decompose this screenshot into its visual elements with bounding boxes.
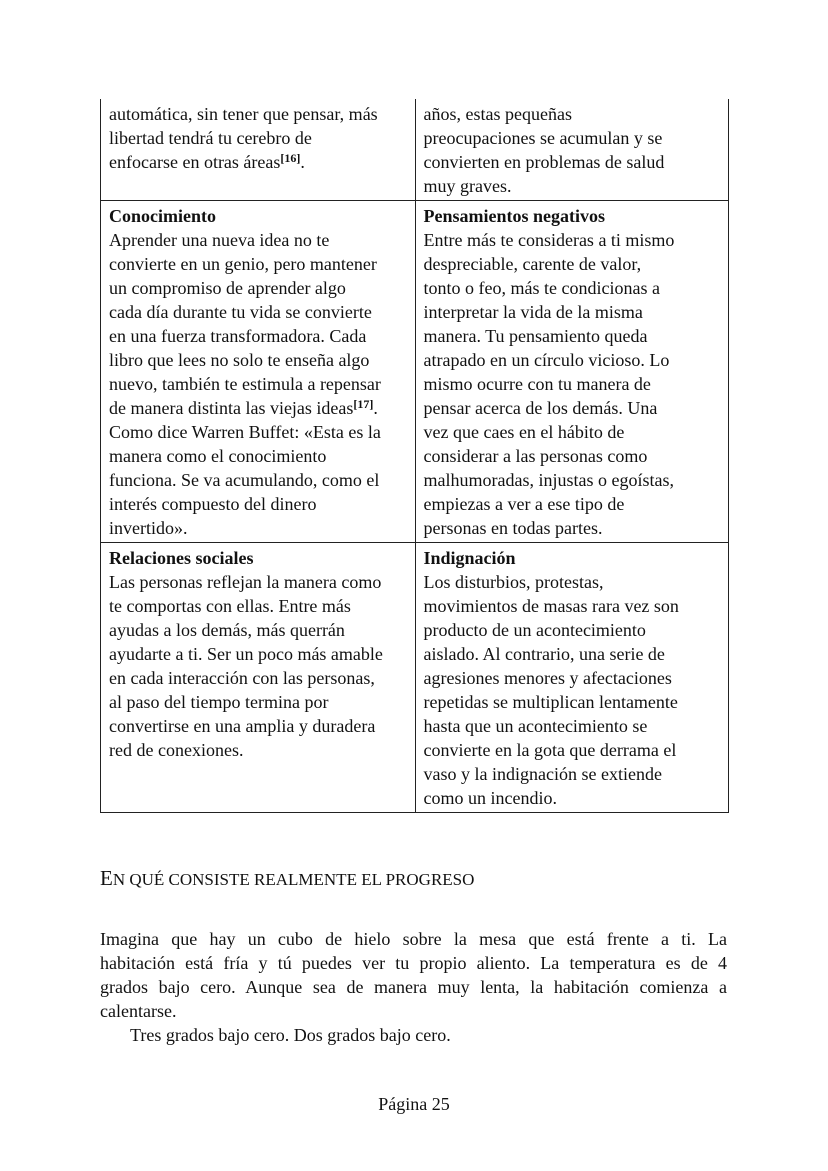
cell-line (109, 492, 409, 516)
cell-line (109, 642, 409, 666)
cell-line (424, 102, 723, 126)
page-number: Página 25 (378, 1094, 450, 1114)
cell-line (424, 570, 723, 594)
table-cell (101, 543, 415, 812)
line-text: convertirse en una amplia y duradera (109, 716, 376, 736)
cell-line (109, 690, 409, 714)
heading-rest: N QUÉ CONSISTE REALMENTE EL PROGRESO (112, 870, 475, 889)
line-text: ayudas a los demás, más querrán (109, 620, 345, 640)
cell-line (424, 228, 723, 252)
cell-line (109, 150, 409, 174)
cell-line (109, 252, 409, 276)
line-text: de manera distinta las viejas ideas (109, 398, 354, 418)
cell-line (424, 762, 723, 786)
line-text: manera como el conocimiento (109, 446, 327, 466)
line-text: malhumoradas, injustas o egoístas, (423, 470, 674, 490)
line-text: personas en todas partes. (423, 518, 603, 538)
line-text: repetidas se multiplican lentamente (423, 692, 678, 712)
cell-line (109, 666, 409, 690)
line-text: Las personas reflejan la manera como (109, 572, 382, 592)
cell-line (424, 252, 723, 276)
cell-title: Pensamientos negativos (423, 206, 605, 226)
line-text: vez que caes en el hábito de (423, 422, 625, 442)
cell-line (424, 468, 723, 492)
cell-line (424, 324, 723, 348)
cell-title: Relaciones sociales (109, 548, 254, 568)
table-cell (415, 543, 729, 812)
line-text: hasta que un acontecimiento se (423, 716, 648, 736)
cell-line (109, 570, 409, 594)
cell-line (109, 372, 409, 396)
line-text: en una fuerza transformadora. Cada (109, 326, 367, 346)
cell-line (109, 444, 409, 468)
cell-line (109, 300, 409, 324)
line-text: automática, sin tener que pensar, más (109, 104, 378, 124)
line-text: convierte en la gota que derrama el (423, 740, 677, 760)
cell-line (424, 150, 723, 174)
cell-line (424, 666, 723, 690)
paragraph-line: calentarse. (100, 1001, 177, 1021)
cell-line (424, 738, 723, 762)
cell-line (424, 786, 723, 810)
cell-line (424, 372, 723, 396)
line-text: como un incendio. (423, 788, 557, 808)
cell-line (109, 102, 409, 126)
cell-line (424, 690, 723, 714)
cell-line (109, 228, 409, 252)
line-text: considerar a las personas como (423, 446, 648, 466)
line-text: preocupaciones se acumulan y se (423, 128, 663, 148)
table-cell (415, 99, 729, 200)
line-text: convierte en un genio, pero mantener (109, 254, 377, 274)
line-text: Aprender una nueva idea no te (109, 230, 330, 250)
line-text: ayudarte a ti. Ser un poco más amable (109, 644, 383, 664)
cell-line (109, 468, 409, 492)
cell-title: Indignación (423, 548, 516, 568)
table-cell (101, 201, 415, 542)
line-text: mismo ocurre con tu manera de (423, 374, 651, 394)
section-heading (100, 866, 474, 891)
line-text: Los disturbios, protestas, (423, 572, 604, 592)
cell-line (109, 276, 409, 300)
line-text: muy graves. (423, 176, 512, 196)
line-text: convierten en problemas de salud (423, 152, 665, 172)
cell-line (424, 420, 723, 444)
line-text: al paso del tiempo termina por (109, 692, 329, 712)
line-text: pensar acerca de los demás. Una (423, 398, 658, 418)
line-punct: . (300, 152, 305, 172)
footnote-ref[interactable]: [16] (280, 151, 301, 165)
footnote-ref[interactable]: [17] (353, 397, 374, 411)
table-cell (101, 99, 415, 200)
line-text: manera. Tu pensamiento queda (423, 326, 648, 346)
cell-line (424, 516, 723, 540)
line-text: funciona. Se va acumulando, como el (109, 470, 380, 490)
table-row (101, 542, 728, 812)
line-text: Como dice Warren Buffet: «Esta es la (109, 422, 381, 442)
cell-line (424, 348, 723, 372)
table-row (101, 99, 728, 200)
cell-line (109, 396, 409, 420)
cell-line (109, 126, 409, 150)
cell-line (109, 738, 409, 762)
line-text: enfocarse en otras áreas (109, 152, 281, 172)
cell-line (424, 444, 723, 468)
line-text: un compromiso de aprender algo (109, 278, 346, 298)
cell-title: Conocimiento (109, 206, 216, 226)
body-paragraph-2: Tres grados bajo cero. Dos grados bajo cero. (130, 1025, 451, 1045)
line-text: años, estas pequeñas (423, 104, 572, 124)
cell-line (109, 594, 409, 618)
line-text: producto de un acontecimiento (423, 620, 646, 640)
line-text: libertad tendrá tu cerebro de (109, 128, 312, 148)
line-text: empiezas a ver a ese tipo de (423, 494, 625, 514)
line-text: invertido». (109, 518, 188, 538)
paragraph-line: Imagina que hay un cubo de hielo sobre la mesa que está frente a ti. La (100, 929, 727, 949)
cell-line (424, 492, 723, 516)
heading-initial: E (100, 866, 113, 890)
line-text: cada día durante tu vida se convierte (109, 302, 372, 322)
cell-line (109, 714, 409, 738)
paragraph-line: habitación está fría y tú puedes ver tu propio aliento. La temperatura es de 4 (100, 953, 727, 973)
cell-line (424, 276, 723, 300)
cell-line (424, 126, 723, 150)
line-text: tonto o feo, más te condicionas a (423, 278, 660, 298)
table-row (101, 200, 728, 542)
cell-line (424, 714, 723, 738)
line-text: interés compuesto del dinero (109, 494, 317, 514)
cell-line (109, 324, 409, 348)
line-text: interpretar la vida de la misma (423, 302, 643, 322)
line-text: atrapado en un círculo vicioso. Lo (423, 350, 670, 370)
line-text: red de conexiones. (109, 740, 244, 760)
line-text: te comportas con ellas. Entre más (109, 596, 351, 616)
cell-line (424, 300, 723, 324)
line-text: agresiones menores y afectaciones (423, 668, 672, 688)
content-table (100, 99, 729, 813)
body-paragraph (100, 927, 727, 1023)
line-text: nuevo, también te estimula a repensar (109, 374, 381, 394)
line-text: aislado. Al contrario, una serie de (423, 644, 665, 664)
paragraph-line: grados bajo cero. Aunque sea de manera muy lenta, la habitación comienza a (100, 977, 727, 997)
line-text: movimientos de masas rara vez son (423, 596, 679, 616)
line-text: vaso y la indignación se extiende (423, 764, 662, 784)
cell-line (109, 348, 409, 372)
line-text: libro que lees no solo te enseña algo (109, 350, 370, 370)
cell-line (109, 420, 409, 444)
table-cell (415, 201, 729, 542)
line-text: despreciable, carente de valor, (423, 254, 642, 274)
cell-line (424, 396, 723, 420)
cell-line (109, 516, 409, 540)
cell-line (424, 618, 723, 642)
line-text: en cada interacción con las personas, (109, 668, 375, 688)
cell-line (424, 594, 723, 618)
line-punct: . (373, 398, 378, 418)
cell-line (109, 618, 409, 642)
cell-line (424, 642, 723, 666)
cell-line (424, 174, 723, 198)
line-text: Entre más te consideras a ti mismo (423, 230, 675, 250)
